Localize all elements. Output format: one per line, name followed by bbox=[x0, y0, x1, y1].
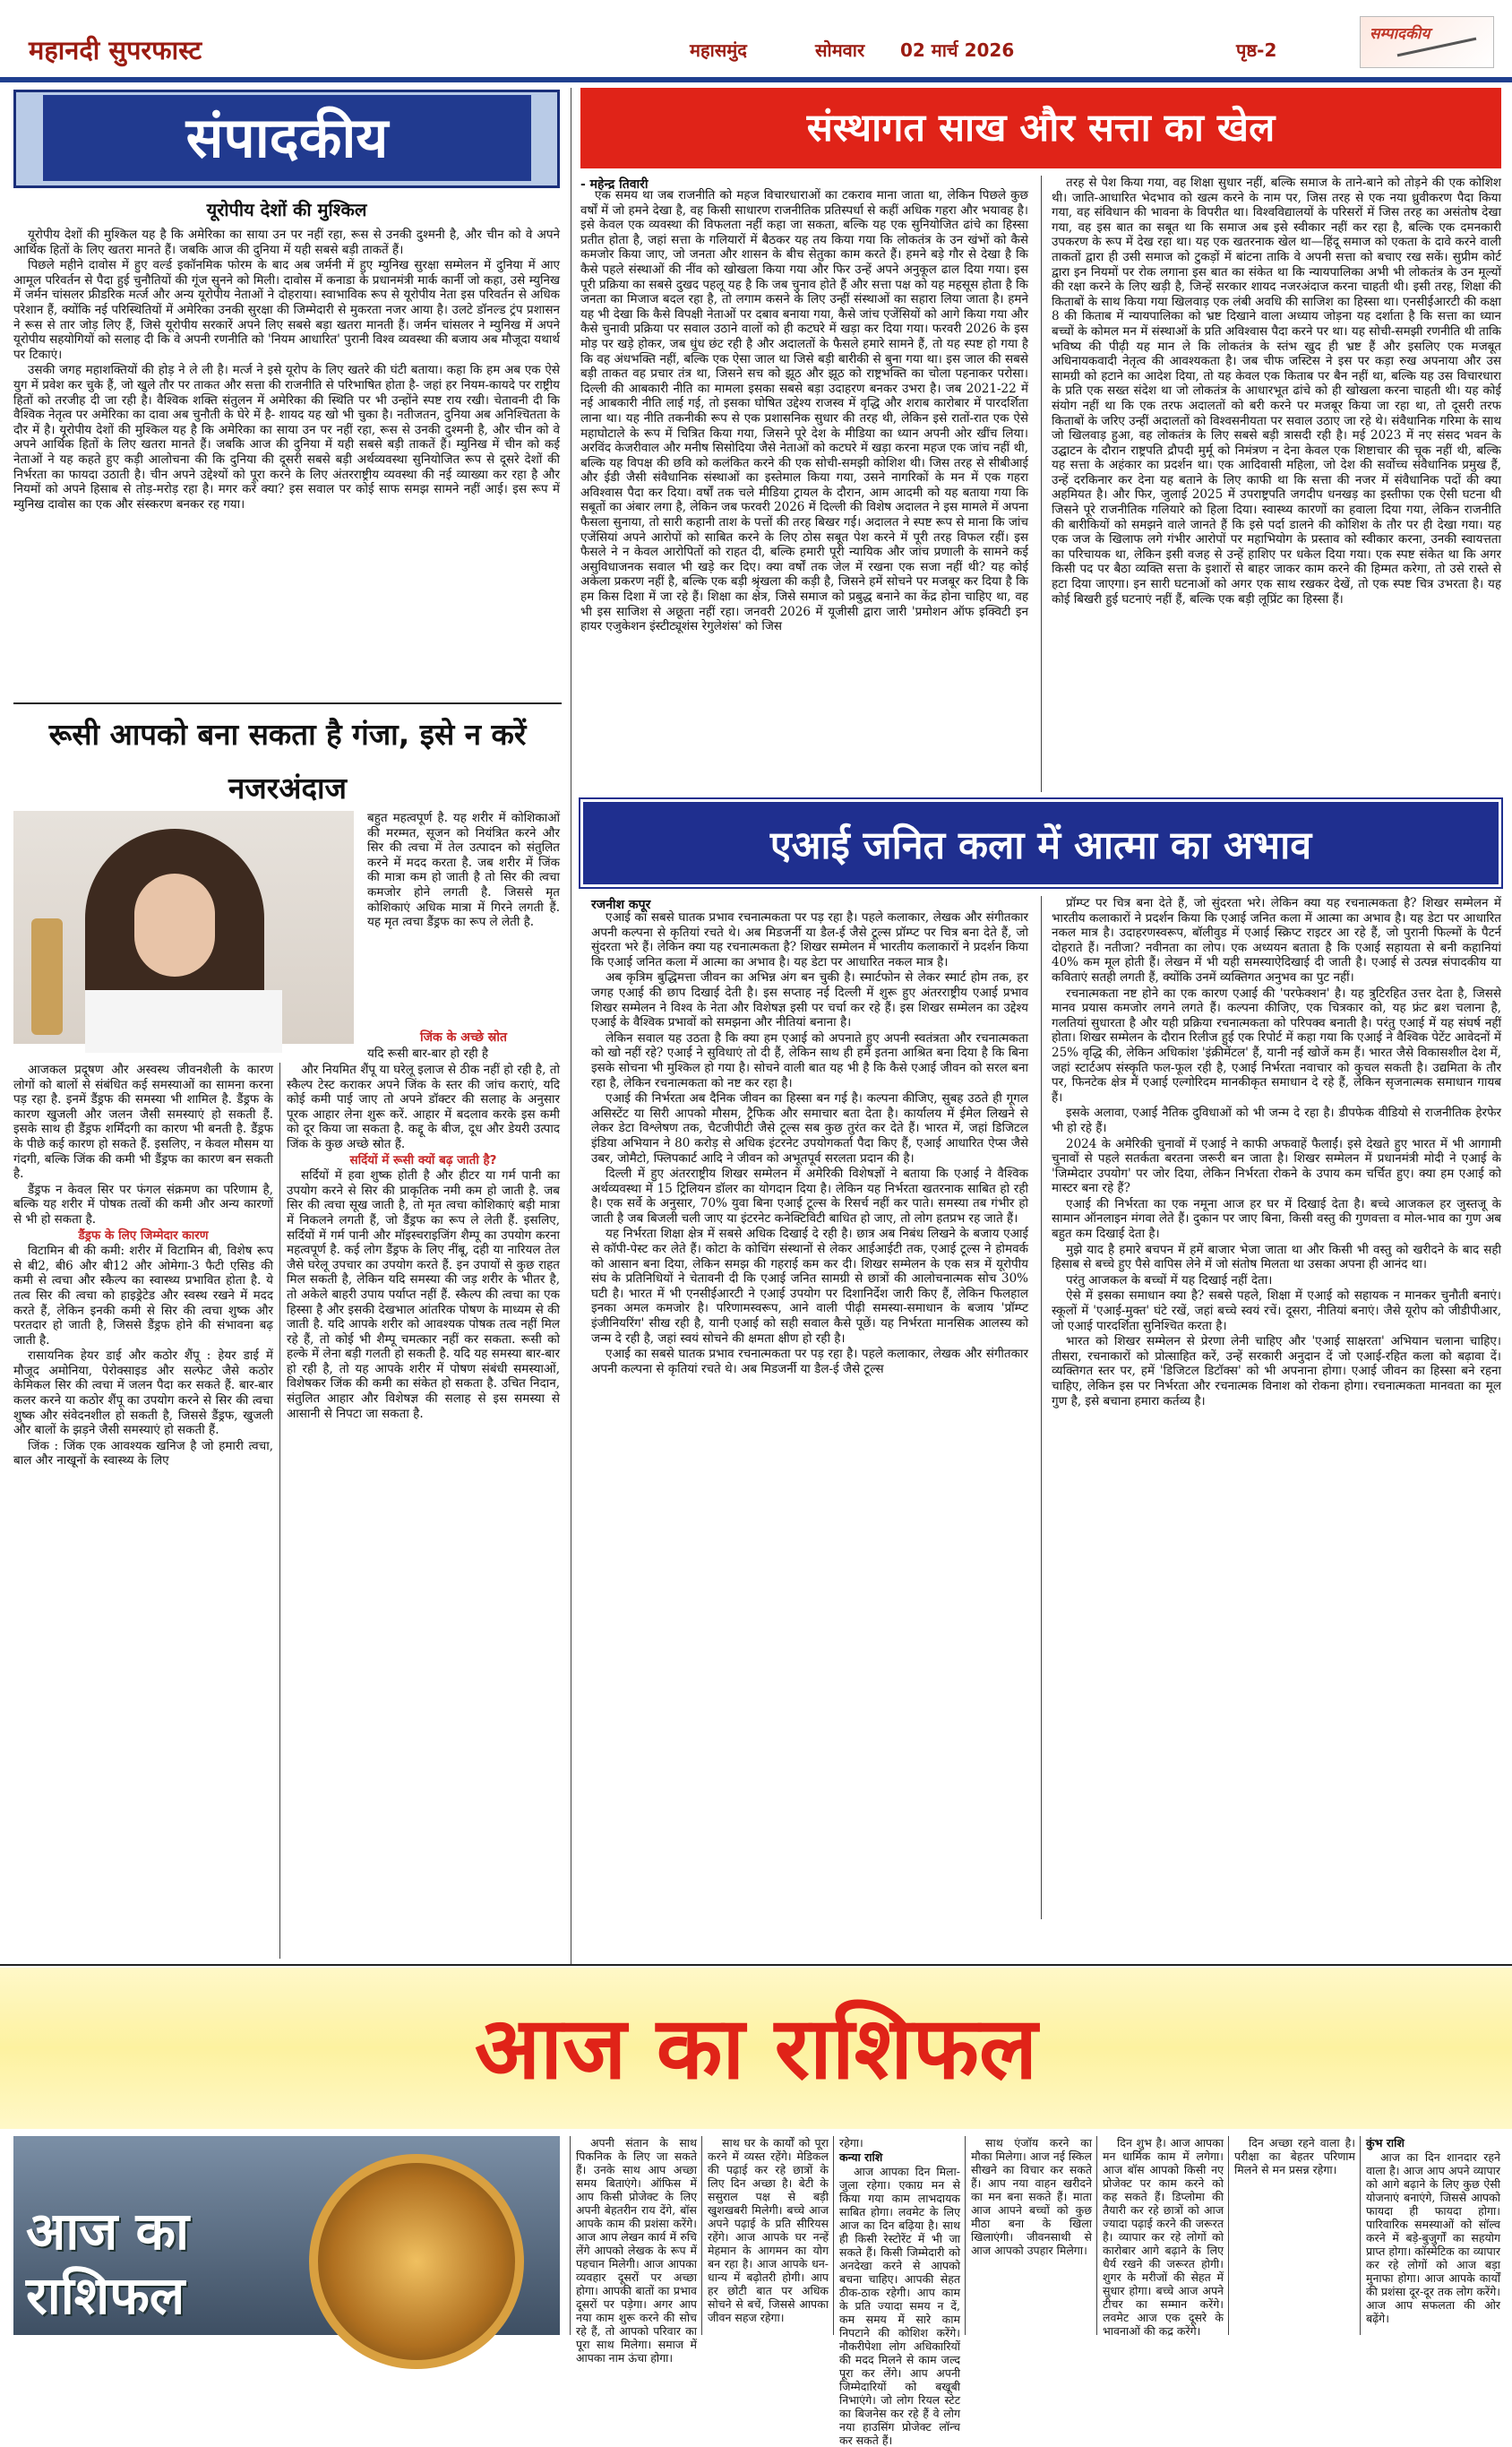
rashifal-banner-text: आज का राशिफल bbox=[474, 1998, 1038, 2098]
hair-column-divider bbox=[279, 1063, 280, 1959]
rashifal-overflow-holder bbox=[13, 2337, 1500, 2342]
editorial-para: यूरोपीय देशों की मुश्किल यह है कि अमेरिका का साया उन पर नहीं रहा, रूस से उनकी दुश्मनी है, और चीन को वे अपने आर्थिक हितों के लिए खतरा मानते हैं। जबकि आज की दुनिया में यही सबसे बड़ी ताकतें हैं। bbox=[13, 228, 560, 257]
ai-para: इसके अलावा, एआई नैतिक दुविधाओं को भी जन्म दे रहा है। डीपफेक वीडियो से राजनीतिक हेरफेर भी हो रहे हैं। bbox=[1052, 1106, 1501, 1135]
masthead-rule bbox=[0, 77, 1512, 82]
rashifal-text bbox=[576, 2337, 641, 2338]
ai-para: भारत को शिखर सम्मेलन से प्रेरणा लेनी चाहिए और 'एआई साक्षरता' अभियान चलाना चाहिए। तीसरा, रचनाकारों को प्रोत्साहित करें, उन्हें सरकारी अनुदान दें जो एआई-रहित कला को बढ़ावा दें। व्यक्तिगत स्तर पर, हमें 'डिजिटल डिटॉक्स' को भी अपनाना होगा। एआई जीवन का हिस्सा बने रहना चाहिए, लेकिन इस पर निर्भरता और रचनात्मक विनाश को रोकना होगा। रचनात्मकता मानवता का मूल गुण है, इसे बचाना हमारा कर्तव्य है। bbox=[1052, 1334, 1501, 1409]
hair-col2-subhead: सर्दियों में रूसी क्यों बढ़ जाती है? bbox=[349, 1152, 497, 1167]
rashifal-text bbox=[16, 2337, 173, 2338]
rashifal-text bbox=[176, 2337, 185, 2338]
hair-col2-para: और नियमित शैंपू या घरेलू इलाज से ठीक नहीं हो रही है, तो स्कैल्प टेस्ट कराकर अपने जिंक के स्तर की जांच कराएं, यदि कोई कमी पाई जाए तो अपने डॉक्टर की सलाह के अनुसार पूरक आहार लेना शुरू करें. आहार में बदलाव करके इस कमी को दूर किया जा सकता है. कद्दू के बीज, दूध और डेयरी उत्पाद जिंक के कुछ अच्छे स्रोत हैं. bbox=[287, 1063, 560, 1151]
sansthagat-col2 bbox=[1052, 176, 1501, 790]
rashifal-text bbox=[424, 2337, 572, 2338]
ai-para: ऐसे में इसका समाधान क्या है? सबसे पहले, शिक्षा में एआई को सहायक न मानकर चुनौती बनाएं। स्कूलों में 'एआई-मुक्त' घंटे रखें, जहां बच्चे स्वयं रचें। दूसरा, नीतियां बनाएं। जैसे यूरोप को जीडीपीआर, जो एआई पारदर्शिता सुनिश्चित करता है। bbox=[1052, 1288, 1501, 1333]
editorial-corner-logo bbox=[1360, 16, 1494, 68]
paper-name: महानदी सुपरफास्ट bbox=[29, 35, 202, 65]
page-number: पृष्ठ-2 bbox=[1236, 39, 1277, 61]
rashifal-sign: कन्या राशि bbox=[839, 2150, 883, 2164]
editorial-banner bbox=[13, 90, 560, 188]
ai-para: एआई का सबसे घातक प्रभाव रचनात्मकता पर पड़ रहा है। पहले कलाकार, लेखक और संगीतकार अपनी कल्पना से कृतियां रचते थे। अब मिडजर्नी या डैल-ई जैसे टूल्स प्रॉम्प्ट पर चित्र बना देते हैं, जो सुंदरता भरे हैं। लेकिन क्या यह रचनात्मकता है? शिखर सम्मेलन में भारतीय कलाकारों ने प्रदर्शन किया कि एआई जनित कला में आत्मा का अभाव है। यह डेटा पर आधारित नकल मात्र है। bbox=[591, 910, 1028, 969]
ai-banner: एआई जनित कला में आत्मा का अभाव bbox=[580, 799, 1501, 887]
ai-col2 bbox=[1052, 896, 1501, 1919]
rashifal-text: आज आपका दिन मिला-जुला रहेगा। एकाग्र मन से किया गया काम लाभदायक साबित होगा। लवमेट के लिए आज का दिन बढ़िया है। साथ ही किसी रेस्टोरेंट में भी जा सकते हैं। किसी जिम्मेदारी को अनदेखा करने से आपको बचना चाहिए। आपकी सेहत ठीक-ठाक रहेगी। आप काम के प्रति ज्यादा समय न दें, कम समय में सारे काम निपटाने की कोशिश करेंगे। नौकरीपेशा लोग अधिकारियों की मदद मिलने से काम जल्द पूरा कर लेंगे। आप अपनी जिम्मेदारियों को बखूबी निभाएंगे। जो लोग रियल स्टेट का बिजनेस कर रहे हैं वे लोग नया हाउसिंग प्रोजेक्ट लॉन्च कर सकते हैं। bbox=[839, 2165, 960, 2447]
ai-para: एआई की निर्भरता अब दैनिक जीवन का हिस्सा बन गई है। कल्पना कीजिए, सुबह उठते ही गूगल असिस्टेंट या सिरी आपको मौसम, ट्रैफिक और समाचार बता देता है। कार्यालय में ईमेल लिखने से लेकर डेटा विश्लेषण तक, चैटजीपीटी जैसे टूल्स सब कुछ तुरंत कर देते हैं। भारत में, जहां डिजिटल इंडिया अभियान ने 80 करोड़ से अधिक इंटरनेट उपयोगकर्ता पैदा किए हैं, एआई आधारित ऐप्स जैसे उबर, जोमैटो, फ्लिपकार्ट आदि ने जीवन को अभूतपूर्व सरलता प्रदान की है। bbox=[591, 1091, 1028, 1166]
rashifal-text bbox=[822, 2337, 858, 2338]
rashifal-text: आज का दिन शानदार रहने वाला है। आज आप अपने व्यापार को आगे बढ़ाने के लिए कुछ ऐसी योजनाएं बनाएंगे, जिससे आपको फायदा ही फायदा होगा। पारिवारिक समस्याओं को सॉल्व करने में बड़े-बुजुर्गों का सहयोग प्राप्त होगा। कॉस्मेटिक का व्यापार कर रहे लोगों को आज बड़ा मुनाफा होगा। आज आपके कार्यों की प्रशंसा दूर-दूर तक लोग करेंगे। आज आप सफलता की ओर बढ़ेंगे। bbox=[1366, 2150, 1500, 2325]
ai-para: प्रॉम्प्ट पर चित्र बना देते हैं, जो सुंदरता भरे। लेकिन क्या यह रचनात्मकता है? शिखर सम्मेलन में भारतीय कलाकारों ने प्रदर्शन किया कि एआई जनित कला में आत्मा का अभाव है। यह डेटा पर आधारित नकल मात्र है। उदाहरणस्वरूप, बॉलीवुड में एआई स्क्रिप्ट राइटर आ रहे हैं, जो पुरानी फिल्मों के पैटर्न दोहराते हैं। नतीजा? नवीनता का लोप। एक अध्ययन बताता है कि एआई सहायता से बनी कहानियां 40% कम मूल होती हैं। लेखन में भी यही समस्याऐदिखाई दी जाती है। एआई से उत्पन्न संपादकीय या कविताएं सतही लगती हैं, क्योंकि उनमें व्यक्तिगत अनुभव का पुट नहीं। bbox=[1052, 896, 1501, 985]
ai-divider bbox=[1041, 896, 1042, 1919]
sansthagat-col1 bbox=[580, 188, 1028, 790]
rashifal-text: साथ एंजॉय करने का मौका मिलेगा। आज नई स्किल सीखने का विचार कर सकते हैं। आप नया वाहन खरीदने का मन बना सकते हैं। माता आज आपने बच्चों को कुछ मीठा बना के खिला खिलाएंगी। जीवनसाथी से आज आपको उपहार मिलेगा। bbox=[971, 2136, 1092, 2257]
editorial-para: उसकी जगह महाशक्तियों की होड़ ने ले ली है। मर्त्ज ने इसे यूरोप के लिए खतरे की घंटी बताया। कहा कि हम अब एक ऐसे युग में प्रवेश कर चुके हैं, जो खुले तौर पर ताकत और सत्ता की राजनीति से परिभाषित होता है- जहां हर नियम-कायदे पर राष्ट्रीय हितों को तरजीह दी जा रही है। वैश्विक शक्ति संतुलन में अमेरिका की स्थिति पर भी उन्होंने स्पष्ट राय रखी। चेतावनी दी कि वैश्विक नेतृत्व पर अमेरिका का दावा अब चुनौती के घेरे में है- शायद यह खो भी चुका है। नतीजतन, दुनिया अब अनिश्चितता के दौर में है। यूरोपीय देशों की मुश्किल यह है कि अमेरिका का साया उन पर नहीं रहा, रूस से उनकी दुश्मनी है, और चीन को वे अपने आर्थिक हितों के लिए खतरा मानते हैं। जबकि आज की दुनिया में यही सबसे बड़ी ताकतें हैं। म्युनिख में चीन को कई नेताओं ने यह कहते हुए कड़ी आलोचना की कि दुनिया की दूसरी सबसे बड़ी अर्थव्यवस्था सुनियोजित रूप से दूसरे देशों की निर्भरता का फायदा उठाती है। चीन अपने उद्देश्यों को पूरा करने के लिए अंतरराष्ट्रीय व्यवस्था की नई व्याख्या कर रहा है और नियमों को अपने हिसाब से तोड़-मरोड़ रहा है। मगर करें क्या? इस सवाल पर कोई साफ समझ सामने नहीं आई। इस रूप में म्युनिख दावोस का एक और संस्करण बनकर रह गया। bbox=[13, 363, 560, 512]
woman-shirt-shape bbox=[85, 990, 282, 1053]
rashifal-text bbox=[333, 2337, 373, 2338]
rashifal-text: अपनी संतान के साथ पिकनिक के लिए जा सकते हैं। उनके साथ आप अच्छा समय बिताएंगे। ऑफिस में आप किसी प्रोजेक्ट के लिए अपनी बेहतरीन राय देंगे, बॉस आपके काम की प्रशंसा करेंगे। आज आप लेखन कार्य में रुचि लेंगे आपको लेखक के रूप में पहचान मिलेगी। आज आपका व्यवहार दूसरों पर अच्छा होगा। आपकी बातों का प्रभाव दूसरों पर पड़ेगा। अगर आप नया काम शुरू करने की सोच रहे हैं, तो आपको परिवार का पूरा साथ मिलेगा। समाज में आपका नाम ऊंचा होगा। bbox=[576, 2136, 697, 2365]
masthead bbox=[0, 0, 1512, 72]
ai-para: यह निर्भरता शिक्षा क्षेत्र में सबसे अधिक दिखाई दे रही है। छात्र अब निबंध लिखने के बजाय एआई से कॉपी-पेस्ट कर लेते हैं। कोटा के कोचिंग संस्थानों से लेकर आईआईटी तक, एआई टूल्स ने होमवर्क को आसान बना दिया, लेकिन समझ की गहराई कम कर दी। शिखर सम्मेलन के एक सत्र में यूरोपीय संघ के प्रतिनिधियों ने चेतावनी दी कि एआई जनित सामग्री से छात्रों की आलोचनात्मक सोच 30% घटी है। भारत में भी एनसीईआरटी ने एआई उपयोग पर दिशानिर्देश जारी किए हैं, लेकिन फिलहाल इनका अमल कमजोर है। परिणामस्वरूप, आने वाली पीढ़ी समस्या-समाधान के बजाय 'प्रॉम्प्ट इंजीनियरिंग' सीख रही है, यानी एआई को सही सवाल कैसे पूछें। यह निर्भरता मानसिक आलस्य को जन्म दे रही है, जहां स्वयं सोचने की क्षमता क्षीण हो रही है। bbox=[591, 1227, 1028, 1346]
ai-para: दिल्ली में हुए अंतरराष्ट्रीय शिखर सम्मेलन में अमेरिकी विशेषज्ञों ने बताया कि एआई ने वैश्विक अर्थव्यवस्था में 15 ट्रिलियन डॉलर का योगदान दिया है। लेकिन यह निर्भरता खतरनाक साबित हो रही है। एक सर्वे के अनुसार, 70% युवा बिना एआई टूल्स के रिसर्च नहीं कर पाते। समस्या तब गंभीर हो जाती है जब बिजली चली जाए या इंटरनेट कनेक्टिविटी बाधित हो जाए, तो लोग हतप्रभ रह जाते हैं। bbox=[591, 1167, 1028, 1226]
hair-col1-para: विटामिन बी की कमी: शरीर में विटामिन बी, विशेष रूप से बी2, बी6 और बी12 और ओमेगा-3 फैटी एसिड की कमी से त्वचा और स्कैल्प का स्वास्थ्य प्रभावित होता है. ये तत्व सिर की त्वचा को हाइड्रेटेड और स्वस्थ रखने में मदद करते हैं, लेकिन इनकी कमी से सिर की त्वचा शुष्क और परतदार हो जाती है, जिससे डैंड्रफ होने की संभावना बढ़ जाती है. bbox=[13, 1244, 273, 1348]
rashifal-sign: कुंभ राशि bbox=[1366, 2136, 1405, 2150]
rashifal-divider bbox=[570, 2136, 571, 2335]
rashifal-divider bbox=[833, 2136, 834, 2335]
hair-col1-para: रासायनिक हेयर डाई और कठोर शैंपू : हेयर डाई में मौजूद अमोनिया, पेरोक्साइड और सल्फेट जैसे कठोर केमिकल सिर की त्वचा में जलन पैदा कर सकते हैं. बार-बार कलर करने या कठोर शैंपू का उपयोग करने से सिर की त्वचा शुष्क और संवेदनशील हो सकती है, जिससे डैंड्रफ, खुजली और बालों के झड़ने जैसी समस्याएं हो सकती हैं. bbox=[13, 1348, 273, 1438]
hair-col1-para: डैंड्रफ न केवल सिर पर फंगल संक्रमण का परिणाम है, बल्कि यह शरीर में पोषक तत्वों की कमी और अन्य कारणों से भी हो सकता है. bbox=[13, 1182, 273, 1227]
ai-para: लेकिन सवाल यह उठता है कि क्या हम एआई को अपनाते हुए अपनी स्वतंत्रता और रचनात्मकता को खो नहीं रहे? एआई ने सुविधाएं तो दी हैं, लेकिन साथ ही हमें इतना आश्रित बना दिया है कि बिना इसके सोचना भी मुश्किल हो गया है। सोचने वाली बात यह भी है कि कैसे एआई जीवन को सरल बना रहा है, लेकिन रचनात्मकता को नष्ट कर रहा है। bbox=[591, 1030, 1028, 1090]
rashifal-text: दिन अच्छा रहने वाला है। परीक्षा का बेहतर परिणाम मिलने से मन प्रसन्न रहेगा। bbox=[1234, 2136, 1355, 2176]
hair-col1-subhead: डैंड्रफ के लिए जिम्मेदार कारण bbox=[78, 1228, 209, 1243]
rashifal-col8 bbox=[1234, 2136, 1355, 2335]
rashifal-divider bbox=[1360, 2136, 1361, 2335]
zinc-intro: यदि रूसी बार-बार हो रही है bbox=[367, 1047, 489, 1061]
ai-para: एआई का सबसे घातक प्रभाव रचनात्मकता पर पड़ रहा है। पहले कलाकार, लेखक और संगीतकार अपनी कल्पना से कृतियां रचते थे। अब मिडजर्नी या डैल-ई जैसे टूल्स bbox=[591, 1347, 1028, 1376]
rashifal-art-text: आज का राशिफल bbox=[26, 2201, 190, 2326]
rashifal-col3 bbox=[576, 2136, 697, 2365]
woman-face-shape bbox=[134, 874, 215, 977]
sansthagat-byline: - महेन्द्र तिवारी bbox=[580, 177, 649, 192]
sansthagat-banner: संस्थागत साख और सत्ता का खेल bbox=[580, 88, 1501, 168]
rashifal-divider bbox=[701, 2136, 702, 2335]
rashifal-text: रहेगा। bbox=[839, 2136, 863, 2150]
rashifal-art-box bbox=[13, 2136, 560, 2335]
sansthagat-divider bbox=[1041, 176, 1042, 792]
hair-col1 bbox=[13, 1063, 273, 1959]
hair-col2 bbox=[287, 1063, 560, 1959]
top-section-bottom-rule bbox=[0, 1964, 1512, 1966]
ai-para: मुझे याद है हमारे बचपन में हमें बाजार भेजा जाता था और किसी भी वस्तु को खरीदने के बाद सही हिसाब से बच्चे हुए पैसे वापिस लेने में जो संतोष मिलता था उसका अपना ही आनंद था। bbox=[1052, 1242, 1501, 1272]
hair-col1-para: आजकल प्रदूषण और अस्वस्थ जीवनशैली के कारण लोगों को बालों से संबंधित कई समस्याओं का सामना करना पड़ रहा है. इनमें डैंड्रफ की समस्या भी शामिल है. डैंड्रफ के कारण खुजली और जलन जैसी समस्याएं हो सकती हैं. इसके साथ ही डैंड्रफ शर्मिंदगी का कारण भी बनती है. डैंड्रफ के पीछे कई कारण हो सकते हैं. इसलिए, न केवल मौसम या गंदगी, बल्कि जिंक की कमी भी डैंड्रफ का कारण बन सकती है. bbox=[13, 1063, 273, 1182]
city-name: महासमुंद bbox=[690, 39, 747, 61]
rashifal-text bbox=[863, 2337, 1001, 2338]
rashifal-text bbox=[185, 2337, 329, 2338]
comb-icon bbox=[31, 918, 63, 1035]
ai-para: परंतु आजकल के बच्चों में यह दिखाई नहीं देता। bbox=[1066, 1272, 1273, 1288]
rashifal-col4 bbox=[708, 2136, 829, 2335]
editorial-body bbox=[13, 228, 560, 697]
rashifal-banner bbox=[0, 1968, 1512, 2129]
editorial-banner-text: संपादकीय bbox=[43, 95, 531, 181]
rashifal-divider bbox=[1096, 2136, 1097, 2335]
day-name: सोमवार bbox=[815, 39, 865, 61]
ai-para: अब कृत्रिम बुद्धिमत्ता जीवन का अभिन्न अंग बन चुकी है। स्मार्टफोन से लेकर स्मार्ट होम तक, हर जगह एआई की छाप दिखाई देती है। इस सप्ताह नई दिल्ली में शुरू हुए अंतरराष्ट्रीय एआई प्रभाव शिखर सम्मेलन ने विश्व के नेता और विशेषज्ञ इसी पर चर्चा कर रहे हैं। इस शिखर सम्मेलन का उद्देश्य एआई के वैश्विक प्रभावों को समझना और नीतियां बनाना है। bbox=[591, 970, 1028, 1030]
rashifal-text: साथ घर के कार्यों को पूरा करने में व्यस्त रहेंगे। मेडिकल की पढ़ाई कर रहे छात्रों के लिए दिन अच्छा है। बेटी के ससुराल पक्ष से बड़ी खुशखबरी मिलेगी। बच्चे आज अपने पढ़ाई के प्रति सीरियस रहेंगे। आज आपके घर नन्हें मेहमान के आगमन का योग बन रहा है। आज आपके धन-धान्य में बढ़ोतरी होगी। आप हर छोटी बात पर अधिक सोचने से बचें, जिससे आपका जीवन सहज रहेगा। bbox=[708, 2136, 829, 2324]
ai-para: रचनात्मकता नष्ट होने का एक कारण एआई की 'परफेक्शन' है। यह त्रुटिरहित उत्तर देता है, जिससे मानव प्रयास कमजोर लगने लगते हैं। कल्पना कीजिए, एक चित्रकार को, यह फ्रंट ब्रश चलाना है, गलतियां सुधारता है और यही प्रक्रिया रचनात्मकता को परिपक्व बनाती है। परंतु एआई में यह संघर्ष नहीं होता। शिखर सम्मेलन के दौरान रिलीज हुई एक रिपोर्ट में कहा गया कि एआई ने वैश्विक पेटेंट आवेदनों में 25% वृद्धि की, लेकिन अधिकांश 'इंक्रीमेंटल' हैं, यानी नई खोजें कम हैं। भारत जैसे विकासशील देश में, जहां स्टार्टअप संस्कृति फल-फूल रही है, एआई निर्भरता नवाचार को कुचल सकती है। उद्यमिता के तौर पर, फिनटेक क्षेत्र में एआई एल्गोरिदम मानकीकृत समाधान दे रहे हैं, लेकिन सृजनात्मक समाधान गायब हैं। bbox=[1052, 986, 1501, 1105]
rashifal-text bbox=[1003, 2337, 1119, 2338]
rashifal-col5 bbox=[839, 2136, 960, 2447]
rashifal-col7 bbox=[1103, 2136, 1224, 2338]
hair-headline: रूसी आपको बना सकता है गंजा, इसे न करें नजरअंदाज bbox=[48, 717, 527, 806]
sansthagat-para: तरह से पेश किया गया, वह शिक्षा सुधार नहीं, बल्कि समाज के ताने-बाने को तोड़ने की एक कोशिश थी। जाति-आधारित भेदभाव को खत्म करने के नाम पर, जिस तरह से एक नया ध्रुवीकरण पैदा किया गया, वह संविधान की भावना के विपरीत था। विश्वविद्यालयों के परिसरों में जिस तरह का असंतोष देखा गया, वह इस बात का सबूत था कि समाज अब इसे स्वीकार नहीं कर रहा है, बल्कि एक दमनकारी उपकरण के रूप में देख रहा था। यह एक खतरनाक खेल था—हिंदू समाज को एकता के दावे करने वाली ताकतों द्वारा ही उसी समाज को टुकड़ों में बांटना ताकि वे अपनी सत्ता को बचाए रख सकें। सुप्रीम कोर्ट द्वारा इन नियमों पर रोक लगाना इस बात का संकेत था कि न्यायपालिका अभी भी लोकतंत्र के उन मूल्यों की रक्षा करने के लिए खड़ी है, जिन्हें सरकार शायद नजरअंदाज करना चाहती थी। इसी तरह, शिक्षा की किताबों के साथ किया गया खिलवाड़ एक लंबी अवधि की साजिश का हिस्सा था। एनसीईआरटी की कक्षा 8 की किताब में न्यायपालिका को भ्रष्ट दिखाने वाला अध्याय जोड़ना यह दर्शाता है कि सत्ता का ध्यान बच्चों के कोमल मन में संस्थाओं के प्रति अविश्वास पैदा करने पर था। यह सोची-समझी रणनीति थी ताकि भविष्य की पीढ़ी यह मान ले कि लोकतंत्र के स्तंभ खुद ही भ्रष्ट हैं और इसलिए एक मजबूत अधिनायकवादी नेतृत्व की आवश्यकता है। जब चीफ जस्टिस ने इस पर कड़ा रुख अपनाया और उस सामग्री को हटाने का आदेश दिया, तो यह केवल एक किताब पर बैन नहीं था, बल्कि यह उस विचारधारा के प्रति एक सख्त संदेश था जो लोकतंत्र के आधारभूत ढांचे को ही खोखला करना चाहती थी। यह कोई संयोग नहीं था कि एक तरफ अदालतों को बरी करने पर मजबूर किया जा रहा था, तो दूसरी तरफ किताबों के जरिए उन्हीं अदालतों को विश्वसनीयता पर सवाल उठाए जा रहे थे। संवैधानिक गरिमा के साथ जो खिलवाड़ हुआ, वह लोकतंत्र के लिए सबसे बड़ी त्रासदी रही है। मई 2023 में नए संसद भवन के उद्घाटन के दौरान राष्ट्रपति द्रौपदी मुर्मू को निमंत्रण न देना केवल एक शिष्टाचार की चूक नहीं थी, बल्कि यह सत्ता के अहंकार का प्रदर्शन था। एक आदिवासी महिला, जो देश की सर्वोच्च संवैधानिक प्रमुख हैं, उन्हें दरकिनार कर देना यह बताने के लिए काफी था कि सत्ता की नजर में संवैधानिक पदों की क्या अहमियत है। और फिर, जुलाई 2025 में उपराष्ट्रपति जगदीप धनखड़ का इस्तीफा एक ऐसी घटना थी जिसने पूरे राजनीतिक गलियारे को हिला दिया। स्वास्थ्य कारणों का हवाला दिया गया, लेकिन राजनीति की बारीकियों को समझने वाले जानते हैं कि इसे पर्दा डालने की कोशिश के तौर पर ही देखा गया। यह एक जज के खिलाफ लगे गंभीर आरोपों पर महाभियोग के प्रस्ताव को स्वीकार करना, उनकी स्वायत्तता का परिचायक था, लेकिन इसी वजह से उन्हें हाशिए पर धकेल दिया गया। एक स्पष्ट संकेत था कि अगर किसी पद पर बैठा व्यक्ति सत्ता के इशारों से बाहर जाकर काम करने की हिम्मत करेगा, तो उसे रास्ते से हटा दिया जाएगा। इन सारी घटनाओं को अगर एक साथ रखकर देखें, तो एक स्पष्ट चित्र उभरता है। यह कोई बिखरी हुई घटनाएं नहीं हैं, बल्कि एक बड़ी लूप्रिंट का हिस्सा हैं। bbox=[1052, 176, 1501, 607]
issue-date: 02 मार्च 2026 bbox=[900, 39, 1015, 61]
ai-para: 2024 के अमेरिकी चुनावों में एआई ने काफी अफवाहें फैलाईं। इसे देखते हुए भारत में भी आगामी चुनावों से पहले सतर्कता बरतना जरूरी बन जाता है। शिखर सम्मेलन में प्रधानमंत्री मोदी ने एआई के 'जिम्मेदार उपयोग' पर जोर दिया, लेकिन निर्भरता रोकने के उपाय कम चर्चित हुए। क्या हम एआई को मास्टर बना रहे हैं? bbox=[1052, 1136, 1501, 1196]
ai-para: एआई की निर्भरता का एक नमूना आज हर घर में दिखाई देता है। बच्चे आजकल हर जुस्तजू के सामान ऑनलाइन मंगवा लेते हैं। दुकान पर जाए बिना, किसी वस्तु की गुणवत्ता व मोल-भाव का गुण अब बहुत कम दिखाई देता है। bbox=[1052, 1196, 1501, 1242]
rashifal-divider bbox=[1228, 2136, 1229, 2335]
editorial-para: पिछले महीने दावोस में हुए वर्ल्ड इकॉनमिक फोरम के बाद अब जर्मनी में हुए म्युनिख सुरक्षा सम्मेलन में दुनिया में आए आमूल परिवर्तन से पैदा हुई चुनौतियों की गूंज सुनने को मिली। दावोस में कनाडा के प्रधानमंत्री मार्क कार्नी जो कहा, उसे म्युनिख में जर्मन चांसलर फ्रीडरिक मर्त्ज और अन्य यूरोपीय नेताओं ने दोहराया। स्वाभाविक रूप से यूरोपीय नेता इस परिवर्तन से अधिक परेशान हैं, क्योंकि नई परिस्थितियों में अमेरिका उनकी सुरक्षा की जिम्मेदारी से मुकरता नजर आया है। उलटे डॉनल्ड ट्रंप प्रशासन ने रूस से तार जोड़ लिए हैं, जिसे यूरोपीय सरकारें अपने लिए सबसे बड़ा खतरा मानती हैं। जर्मन चांसलर ने म्युनिख में अपने यूरोपीय सहयोगियों को सलाह दी कि वे अपनी रणनीति को 'नियम आधारित' पुरानी विश्व व्यवस्था की बजाय अब मौजूदा यथार्थ पर टिकाएं। bbox=[13, 258, 560, 362]
corner-logo-text: सम्पादकीय bbox=[1370, 25, 1430, 43]
rashifal-col6 bbox=[971, 2136, 1092, 2335]
ai-byline: रजनीश कपूर bbox=[591, 898, 651, 912]
rashifal-col8b bbox=[1366, 2136, 1500, 2335]
sansthagat-para: एक समय था जब राजनीति को महज विचारधाराओं का टकराव माना जाता था, लेकिन पिछले कुछ वर्षों में जो हमने देखा है, वह किसी साधारण राजनीतिक प्रतिस्पर्धा से कहीं अधिक गहरा और भयावह है। इसे केवल एक व्यवस्था की विफलता नहीं कहा जा सकता, बल्कि यह एक सुनियोजित ढांचे का हिस्सा प्रतीत होता है, जहां सत्ता के गलियारों में बैठकर यह तय किया गया कि लोकतंत्र के उन खंभों को कैसे कमजोर किया जाए, जो जनता और शासन के बीच सेतुका काम करते हैं। हमने बड़े गौर से देखा है कि कैसे पहले संस्थाओं की नींव को खोखला किया गया और फिर उन्हें अपने अनुकूल ढाल दिया गया। इस पूरी प्रक्रिया का सबसे दुखद पहलू यह है कि जब चुनाव होते हैं और सत्ता पक्ष को यह महसूस होता है कि जनता का मिजाज बदल रहा है, तो लगाम कसने के लिए उन्हीं संस्थाओं का सहारा लिया जाता है। हमने यह भी देखा कि कैसे विपक्षी नेताओं पर दबाव बनाया गया, कैसे जांच एजेंसियों को आगे किया गया और कैसे चुनावी प्रक्रिया पर सवाल उठाने वालों को ही कटघरे में खड़ा कर दिया गया। फरवरी 2026 के इस मोड़ पर खड़े होकर, जब धुंध छंट रही है और अदालतों के फैसले हमारे सामने हैं, तो यह स्पष्ट हो गया है कि वह अंधभक्ति नहीं, बल्कि एक ऐसा जाल था जिसे बड़ी बारीकी से बुना गया था। इस जाल की सबसे बड़ी ताकत वह प्रचार तंत्र था, जिसने सच को झूठ और झूठ को राष्ट्रभक्ति का चोला पहनाकर परोसा। दिल्ली की आबकारी नीति का मामला इसका सबसे बड़ा उदाहरण बनकर उभरा है। जब 2021-22 में नई आबकारी नीति लाई गई, तो इसका घोषित उद्देश्य राजस्व में वृद्धि और शराब कारोबार में पारदर्शिता लाना था। यह नीति तकनीकी रूप से एक प्रशासनिक सुधार की तरह थी, लेकिन इसे रातों-रात एक ऐसे महाघोटाले के रूप में चित्रित किया गया, जिसने पूरे देश के मीडिया का ध्यान अपनी ओर खींच लिया। अरविंद केजरीवाल और मनीष सिसोदिया जैसे नेताओं को कटघरे में खड़ा करना महज एक जांच नहीं थी, बल्कि यह विपक्ष की छवि को कलंकित करने की एक सोची-समझी कोशिश थी। जिस तरह से सीबीआई और ईडी जैसी संवैधानिक संस्थाओं का इस्तेमाल किया गया, उसने नागरिकों के मन में एक गहरा अविश्वास पैदा कर दिया। वर्षों तक चले मीडिया ट्रायल के दौरान, आम आदमी को यह बताया गया कि सबूतों का अंबार लगा है, लेकिन जब फरवरी 2026 में दिल्ली की विशेष अदालत ने इस मामले में अपना फैसला सुनाया, तो सारी कहानी ताश के पत्तों की तरह बिखर गई। अदालत ने स्पष्ट रूप से माना कि जांच एजेंसियां अपने आरोपों को साबित करने के लिए ठोस सबूत पेश करने में पूरी तरह विफल रहीं। इस फैसले ने न केवल आरोपितों को राहत दी, बल्कि हमारी पूरी न्यायिक और जांच प्रणाली के सामने कई असुविधाजनक सवाल भी खड़े कर दिए। क्या वर्षों तक जेल में रखना एक सजा नहीं थी? यह कोई अकेला प्रकरण नहीं है, बल्कि एक बड़ी श्रृंखला की कड़ी है, जिसने हमें सोचने पर मजबूर कर दिया है कि हम किस दिशा में जा रहे हैं। शिक्षा का क्षेत्र, जिसे समाज को प्रबुद्ध बनाने का केंद्र होना चाहिए था, वह भी इस साजिश से अछूता नहीं रहा। जनवरी 2026 में यूजीसी द्वारा जारी 'प्रमोशन ऑफ इक्विटी इन हायर एजुकेशन इंस्टीट्यूशंस रेगुलेशंस' को जिस bbox=[580, 188, 1028, 634]
rashifal-text bbox=[376, 2337, 420, 2338]
hair-col1-para: जिंक : जिंक एक आवश्यक खनिज है जो हमारी त्वचा, बाल और नाखूनों के स्वास्थ्य के लिए bbox=[13, 1438, 273, 1469]
ai-col1 bbox=[591, 910, 1028, 1919]
rashifal-text bbox=[646, 2337, 819, 2338]
rashifal-divider bbox=[965, 2136, 966, 2335]
zinc-subhead: जिंक के अच्छे स्रोत bbox=[419, 1030, 507, 1045]
hair-right-text: बहुत महत्वपूर्ण है. यह शरीर में कोशिकाओं की मरम्मत, सूजन को नियंत्रित करने और सिर की त्वचा में तेल उत्पादन को संतुलित करने में मदद करता है. जब शरीर में जिंक की मात्रा कम हो जाती है तो सिर की त्वचा कमजोर होने लगती है. जिससे मृत कोशिकाएं अधिक मात्रा में गिरने लगती हैं. यह मृत त्वचा डैंड्रफ का रूप ले लेती है. bbox=[367, 811, 560, 930]
editorial-bottom-rule bbox=[13, 702, 562, 704]
rashifal-text: दिन शुभ है। आज आपका मन धार्मिक काम में लगेगा। आज बॉस आपको किसी नए प्रोजेक्ट पर काम करने को कह सकते हैं। डिप्लोमा की तैयारी कर रहे छात्रों को आज ज्यादा पढ़ाई करने की जरूरत है। व्यापार कर रहे लोगों को कारोबार आगे बढ़ाने के लिए धैर्य रखने की जरूरत होगी। शुगर के मरीजों की सेहत में सुधार होगा। बच्चे आज अपने टीचर का सम्मान करेंगे। लवमेट आज एक दूसरे के भावनाओं की कद्र करेंगे। bbox=[1103, 2136, 1224, 2338]
editorial-headline: यूरोपीय देशों की मुश्किल bbox=[206, 199, 367, 220]
hair-col2-para: सर्दियों में हवा शुष्क होती है और हीटर या गर्म पानी का उपयोग करने से सिर की प्राकृतिक नमी कम हो जाती है. जब सिर की त्वचा सूख जाती है, तो मृत त्वचा कोशिकाएं बड़ी मात्रा में निकलने लगती हैं, जो डैंड्रफ का रूप ले लेती हैं. इसलिए, सर्दियों में गर्म पानी और मॉइस्चराइजिंग शैम्पू का उपयोग करना महत्वपूर्ण है. कई लोग डैंड्रफ के लिए नींबू, दही या नारियल तेल जैसे घरेलू उपचार का उपयोग करते हैं. इन उपायों से कुछ राहत मिल सकती है, लेकिन यदि समस्या की जड़ शरीर के भीतर है, तो अकेले बाहरी उपाय पर्याप्त नहीं हैं. स्कैल्प की त्वचा का एक हिस्सा है और इसकी देखभाल आंतरिक पोषण के माध्यम से की जाती है. यदि आपके शरीर को आवश्यक पोषक तत्व नहीं मिल रहे हैं, तो कोई भी शैम्पू चमत्कार नहीं कर सकता. रूसी को हल्के में लेना बड़ी गलती हो सकती है. यदि यह समस्या बार-बार हो रही है, तो यह आपके शरीर में पोषण संबंधी समस्याओं, विशेषकर जिंक की कमी का संकेत हो सकता है. उचित निदान, संतुलित आहार और विशेषज्ञ की सलाह से इस समस्या से आसानी से निपटा जा सकता है. bbox=[287, 1168, 560, 1421]
hair-photo bbox=[13, 811, 354, 1044]
